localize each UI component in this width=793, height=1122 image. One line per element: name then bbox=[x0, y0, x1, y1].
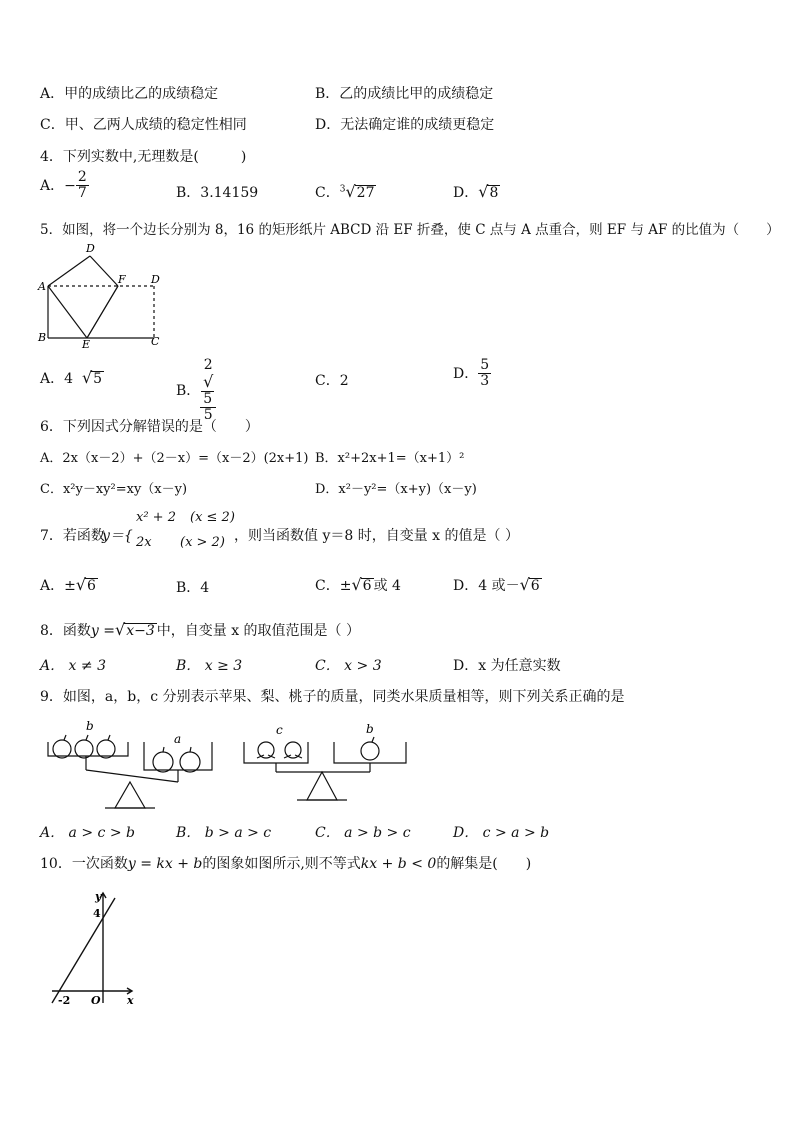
q10-inequality: kx + b < 0 bbox=[360, 856, 437, 872]
q5-stem: 5．如图，将一个边长分别为 8，16 的矩形纸片 ABCD 沿 EF 折叠，使 C 点与 A 点重合，则 EF 与 AF 的比值为（ ） bbox=[40, 222, 780, 238]
q8-option-d[interactable]: D．x 为任意实数 bbox=[453, 658, 561, 674]
q5-label-c: C bbox=[151, 335, 160, 348]
q10-label-neg-two: -2 bbox=[58, 994, 71, 1007]
q5-label-d-top: D bbox=[86, 242, 95, 255]
q7-option-d[interactable]: D．4 或－√6 bbox=[453, 575, 540, 594]
q4-option-c-radicand: 27 bbox=[356, 185, 375, 201]
q5-label-e: E bbox=[82, 338, 91, 351]
q3-option-a[interactable]: A．甲的成绩比乙的成绩稳定 bbox=[40, 86, 219, 102]
q3-option-d[interactable]: D．无法确定谁的成绩更稳定 bbox=[315, 117, 495, 133]
q5-label-f: F bbox=[118, 273, 126, 286]
q10-label-y: y bbox=[95, 890, 102, 903]
q6-option-a[interactable]: A．2x（x－2）+（2－x）=（x－2）(2x+1) bbox=[40, 451, 309, 466]
q5-label-b: B bbox=[38, 331, 47, 344]
q9-option-c[interactable]: C． a > b > c bbox=[315, 825, 411, 841]
q4-option-b[interactable]: B．3.14159 bbox=[176, 185, 259, 201]
q9-option-a[interactable]: A． a > c > b bbox=[40, 825, 135, 841]
q5-label-d-right: D bbox=[151, 273, 160, 286]
q3-option-c[interactable]: C．甲、乙两人成绩的稳定性相同 bbox=[40, 117, 247, 133]
q10-label-four: 4 bbox=[93, 907, 101, 920]
q9-stem: 9．如图，a，b，c 分别表示苹果、梨、桃子的质量，同类水果质量相等，则下列关系正确的是 bbox=[40, 689, 625, 705]
q7-function-name: y＝{ bbox=[102, 528, 133, 544]
q4-cube-root-index: 3 bbox=[339, 184, 346, 195]
q7-option-a[interactable]: A．±√6 bbox=[40, 575, 96, 594]
q9-label-c: c bbox=[276, 723, 283, 737]
q10-label-origin: O bbox=[91, 994, 101, 1007]
q5-option-b[interactable]: B． 2 √ 5 5 bbox=[176, 358, 216, 424]
q6-option-b[interactable]: B．x²+2x+1=（x+1）² bbox=[315, 451, 465, 466]
q7-stem-pre: 7．若函数 bbox=[40, 528, 105, 544]
q8-option-a[interactable]: A． x ≠ 3 bbox=[40, 658, 106, 674]
q4-option-c[interactable]: C．$^3$√27 bbox=[315, 182, 375, 201]
q8-radicand: x−3 bbox=[126, 623, 155, 639]
q7-case1-expr: x² + 2 bbox=[136, 510, 176, 525]
q10-stem: 10．一次函数y = kx + b的图象如图所示,则不等式kx + b < 0的解集是( ) bbox=[40, 856, 532, 872]
q5-option-d[interactable]: D． $\frac{5}{3}$ bbox=[453, 357, 490, 390]
q4-option-a-fraction: $\frac{2}{7}$ bbox=[77, 169, 87, 202]
q9-option-d[interactable]: D． c > a > b bbox=[453, 825, 550, 841]
q7-case2-cond: (x > 2) bbox=[180, 535, 225, 550]
q6-stem: 6．下列因式分解错误的是（ ） bbox=[40, 419, 259, 435]
q5-option-a[interactable]: A．4 √5 bbox=[40, 368, 103, 387]
q9-label-b-left: b bbox=[86, 719, 94, 733]
q5-label-a: A bbox=[38, 280, 46, 293]
q4-option-d-radicand: 8 bbox=[489, 185, 499, 201]
q6-option-d[interactable]: D．x²－y²=（x+y)（x－y) bbox=[315, 482, 477, 497]
q8-stem: 8．函数y =√x−3 中，自变量 x 的取值范围是（ ） bbox=[40, 620, 361, 639]
q6-option-c[interactable]: C．x²y－xy²=xy（x－y) bbox=[40, 482, 188, 497]
q9-label-a: a bbox=[174, 732, 182, 746]
q7-option-c[interactable]: C．±√6 或 4 bbox=[315, 575, 401, 594]
q10-label-x: x bbox=[127, 994, 134, 1007]
q4-option-a-label: A． bbox=[40, 177, 65, 194]
q10-function: y = kx + b bbox=[127, 856, 203, 872]
q4-option-d[interactable]: D．√8 bbox=[453, 182, 499, 201]
q9-option-b[interactable]: B． b > a > c bbox=[176, 825, 272, 841]
q7-option-b[interactable]: B．4 bbox=[176, 580, 210, 596]
q7-case1-cond: (x ≤ 2) bbox=[190, 510, 235, 525]
q7-case2-expr: 2x bbox=[136, 535, 152, 550]
q5-option-c[interactable]: C．2 bbox=[315, 373, 349, 389]
q8-option-c[interactable]: C． x > 3 bbox=[315, 658, 382, 674]
q8-function-name: y = bbox=[90, 623, 116, 639]
q3-option-b[interactable]: B．乙的成绩比甲的成绩稳定 bbox=[315, 86, 494, 102]
q8-option-b[interactable]: B． x ≥ 3 bbox=[176, 658, 243, 674]
q7-stem-post: ，则当函数值 y＝8 时，自变量 x 的值是（ ） bbox=[234, 528, 519, 544]
q4-stem: 4．下列实数中,无理数是( ) bbox=[40, 149, 247, 165]
q4-option-a-sign: − bbox=[64, 177, 76, 194]
q9-label-b-right: b bbox=[366, 722, 374, 736]
